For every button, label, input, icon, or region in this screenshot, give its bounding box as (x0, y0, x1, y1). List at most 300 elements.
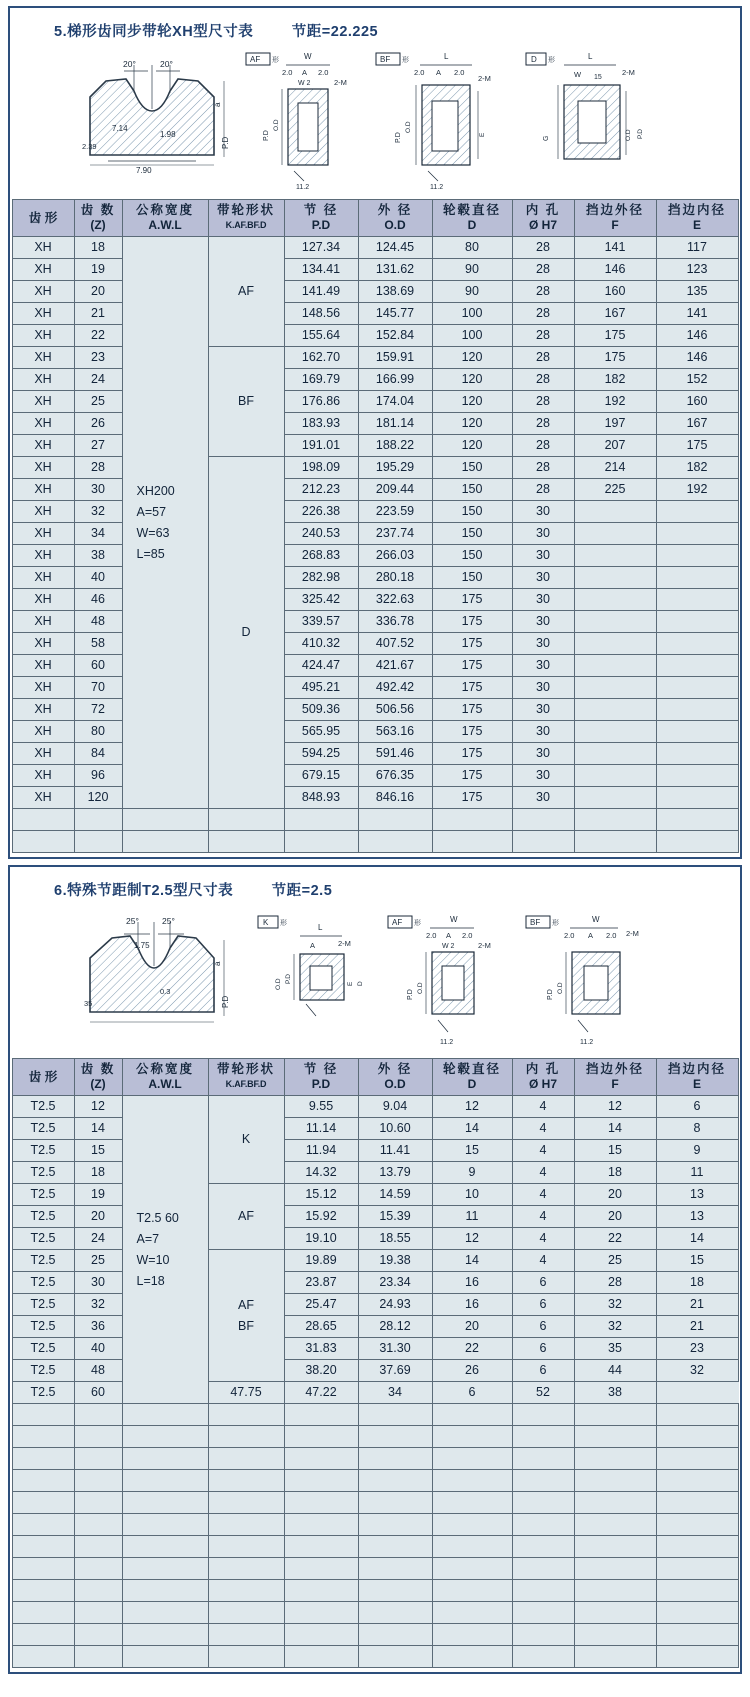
column-header-3: 带轮形状 K.AF.BF.D (208, 200, 284, 237)
cell-empty (208, 831, 284, 853)
cell-empty (284, 1580, 358, 1602)
table-row (12, 1382, 738, 1404)
cell-tooth-type: XH (12, 501, 74, 523)
cell-outside-diameter: 24.93 (358, 1294, 432, 1316)
section-pitch-xh: 节距=22.225 (291, 24, 379, 40)
cell-bore: 28 (512, 347, 574, 369)
cell-tooth-count: 60 (74, 655, 122, 677)
cell-pitch-diameter: 183.93 (284, 413, 358, 435)
cell-empty (656, 1448, 738, 1470)
svg-text:L: L (588, 52, 593, 61)
cell-tooth-count: 96 (74, 765, 122, 787)
cell-hub-diameter: 120 (432, 391, 512, 413)
cell-flange-inner-diameter: 192 (656, 479, 738, 501)
cell-empty (358, 1492, 432, 1514)
cell-nominal-width-spec: XH200 A=57 W=63 L=85 (122, 237, 208, 809)
cell-empty (574, 1558, 656, 1580)
cell-empty (432, 1580, 512, 1602)
cell-hub-diameter: 34 (358, 1382, 432, 1404)
table-row (12, 501, 738, 523)
table-row-empty (12, 1404, 738, 1426)
svg-text:A: A (310, 941, 316, 950)
cell-tooth-count: 58 (74, 633, 122, 655)
cell-empty (574, 1448, 656, 1470)
cell-tooth-type: XH (12, 369, 74, 391)
cell-flange-outer-diameter: 18 (574, 1162, 656, 1184)
svg-text:W: W (450, 915, 458, 924)
cell-pitch-diameter: 31.83 (284, 1338, 358, 1360)
cell-outside-diameter: 209.44 (358, 479, 432, 501)
cell-flange-outer-diameter: 160 (574, 281, 656, 303)
column-header-2: 公称宽度 A.W.L (122, 1059, 208, 1096)
cell-hub-diameter: 150 (432, 479, 512, 501)
svg-text:O.D: O.D (405, 121, 412, 133)
cell-tooth-type: XH (12, 677, 74, 699)
hub-view-d-drawing-xh (518, 45, 668, 195)
svg-text:11.2: 11.2 (580, 1039, 594, 1046)
cell-pitch-diameter: 38.20 (284, 1360, 358, 1382)
svg-text:形: 形 (280, 920, 287, 927)
svg-text:D: D (531, 55, 537, 64)
table-row (12, 589, 738, 611)
cell-empty (512, 1426, 574, 1448)
cell-bore: 4 (512, 1096, 574, 1118)
cell-hub-diameter: 12 (432, 1228, 512, 1250)
cell-flange-outer-diameter: 175 (574, 325, 656, 347)
cell-tooth-count: 27 (74, 435, 122, 457)
table-row-empty (12, 1580, 738, 1602)
cell-hub-diameter: 12 (432, 1096, 512, 1118)
cell-flange-outer-diameter (574, 787, 656, 809)
cell-empty (284, 1404, 358, 1426)
svg-text:2.0: 2.0 (454, 68, 465, 77)
cell-flange-inner-diameter: 146 (656, 347, 738, 369)
cell-empty (358, 831, 432, 853)
cell-tooth-count: 18 (74, 237, 122, 259)
section-title-text: 6.特殊节距制T2.5型尺寸表 (54, 883, 234, 899)
svg-text:形: 形 (414, 920, 421, 927)
cell-empty (358, 1646, 432, 1668)
cell-flange-inner-diameter (656, 765, 738, 787)
cell-empty (208, 1580, 284, 1602)
cell-hub-diameter: 175 (432, 655, 512, 677)
table-row-empty (12, 831, 738, 853)
cell-tooth-count: 25 (74, 391, 122, 413)
cell-hub-diameter: 150 (432, 523, 512, 545)
cell-hub-diameter: 15 (432, 1140, 512, 1162)
cell-empty (656, 1646, 738, 1668)
svg-text:2-M: 2-M (626, 929, 639, 938)
cell-tooth-type: XH (12, 787, 74, 809)
cell-flange-outer-diameter: 146 (574, 259, 656, 281)
cell-empty (208, 1624, 284, 1646)
cell-empty (432, 1558, 512, 1580)
cell-flange-inner-diameter (656, 545, 738, 567)
table-row (12, 1360, 738, 1382)
cell-pitch-diameter: 47.75 (208, 1382, 284, 1404)
cell-tooth-count: 28 (74, 457, 122, 479)
cell-empty (284, 1558, 358, 1580)
cell-tooth-count: 24 (74, 1228, 122, 1250)
cell-outside-diameter: 15.39 (358, 1206, 432, 1228)
cell-bore: 30 (512, 545, 574, 567)
cell-empty (12, 1492, 74, 1514)
cell-tooth-type: T2.5 (12, 1096, 74, 1118)
cell-outside-diameter: 23.34 (358, 1272, 432, 1294)
cell-hub-diameter: 90 (432, 281, 512, 303)
svg-text:2-M: 2-M (622, 68, 635, 77)
cell-empty (358, 1404, 432, 1426)
section-title-xh (10, 14, 740, 43)
cell-bore: 6 (512, 1316, 574, 1338)
cell-empty (574, 809, 656, 831)
cell-bore: 4 (512, 1162, 574, 1184)
table-row-empty (12, 809, 738, 831)
cell-bore: 4 (512, 1206, 574, 1228)
table-row (12, 1162, 738, 1184)
cell-empty (574, 1404, 656, 1426)
cell-flange-inner-diameter: 9 (656, 1140, 738, 1162)
cell-outside-diameter: 322.63 (358, 589, 432, 611)
cell-bore: 28 (512, 457, 574, 479)
table-row (12, 457, 738, 479)
cell-empty (574, 1426, 656, 1448)
cell-bore: 30 (512, 523, 574, 545)
cell-outside-diameter: 181.14 (358, 413, 432, 435)
table-row-empty (12, 1536, 738, 1558)
cell-hub-diameter: 14 (432, 1118, 512, 1140)
cell-tooth-type: T2.5 (12, 1360, 74, 1382)
svg-text:7.14: 7.14 (112, 124, 128, 133)
cell-tooth-type: XH (12, 435, 74, 457)
table-row (12, 325, 738, 347)
cell-outside-diameter: 166.99 (358, 369, 432, 391)
column-header-1: 齿 数 (Z) (74, 200, 122, 237)
cell-tooth-type: XH (12, 457, 74, 479)
column-header-0: 齿 形 (12, 200, 74, 237)
cell-tooth-type: XH (12, 545, 74, 567)
table-header-t25 (12, 1059, 738, 1096)
cell-empty (512, 1448, 574, 1470)
table-row (12, 611, 738, 633)
cell-tooth-count: 48 (74, 1360, 122, 1382)
table-row (12, 237, 738, 259)
cell-empty (122, 1536, 208, 1558)
table-row (12, 1338, 738, 1360)
cell-bore: 4 (512, 1228, 574, 1250)
cell-flange-outer-diameter: 15 (574, 1140, 656, 1162)
svg-text:11.2: 11.2 (440, 1039, 454, 1046)
cell-empty (358, 1624, 432, 1646)
cell-empty (12, 1646, 74, 1668)
cell-empty (656, 831, 738, 853)
cell-tooth-type: XH (12, 325, 74, 347)
cell-hub-diameter: 120 (432, 369, 512, 391)
cell-pitch-diameter: 282.98 (284, 567, 358, 589)
cell-empty (122, 1514, 208, 1536)
cell-hub-diameter: 10 (432, 1184, 512, 1206)
column-header-7: 内 孔 Ø H7 (512, 200, 574, 237)
cell-flange-inner-diameter (656, 721, 738, 743)
cell-flange-outer-diameter (574, 655, 656, 677)
cell-empty (512, 1558, 574, 1580)
svg-text:P.D: P.D (395, 132, 402, 143)
cell-flange-inner-diameter: 21 (656, 1294, 738, 1316)
cell-outside-diameter: 131.62 (358, 259, 432, 281)
cell-tooth-count: 19 (74, 259, 122, 281)
table-header-xh (12, 200, 738, 237)
cell-tooth-count: 14 (74, 1118, 122, 1140)
table-row (12, 1184, 738, 1206)
cell-pitch-diameter: 410.32 (284, 633, 358, 655)
cell-tooth-count: 15 (74, 1140, 122, 1162)
cell-empty (208, 1426, 284, 1448)
cell-flange-inner-diameter: 13 (656, 1206, 738, 1228)
cell-bore: 4 (512, 1250, 574, 1272)
svg-text:E: E (347, 981, 354, 986)
cell-bore: 30 (512, 567, 574, 589)
svg-text:11.2: 11.2 (430, 184, 444, 191)
svg-text:2.0: 2.0 (606, 931, 617, 940)
hub-view-af-drawing-t25 (380, 904, 520, 1054)
table-row (12, 633, 738, 655)
cell-tooth-type: XH (12, 589, 74, 611)
cell-empty (432, 1492, 512, 1514)
cell-empty (284, 1602, 358, 1624)
cell-flange-inner-diameter: 141 (656, 303, 738, 325)
cell-empty (358, 1426, 432, 1448)
cell-hub-diameter: 22 (432, 1338, 512, 1360)
cell-flange-outer-diameter: 25 (574, 1250, 656, 1272)
cell-outside-diameter: 188.22 (358, 435, 432, 457)
cell-empty (284, 831, 358, 853)
cell-pitch-diameter: 23.87 (284, 1272, 358, 1294)
svg-text:15: 15 (594, 74, 602, 81)
cell-tooth-type: T2.5 (12, 1162, 74, 1184)
cell-pitch-diameter: 141.49 (284, 281, 358, 303)
cell-flange-outer-diameter (574, 699, 656, 721)
cell-pitch-diameter: 226.38 (284, 501, 358, 523)
cell-tooth-count: 24 (74, 369, 122, 391)
cell-hub-diameter: 16 (432, 1272, 512, 1294)
svg-text:P.D: P.D (637, 129, 644, 139)
cell-outside-diameter: 591.46 (358, 743, 432, 765)
cell-empty (432, 1426, 512, 1448)
cell-outside-diameter: 174.04 (358, 391, 432, 413)
cell-tooth-type: T2.5 (12, 1382, 74, 1404)
cell-flange-inner-diameter: 15 (656, 1250, 738, 1272)
cell-outside-diameter: 124.45 (358, 237, 432, 259)
cell-hub-diameter: 175 (432, 611, 512, 633)
cell-empty (122, 831, 208, 853)
cell-outside-diameter: 9.04 (358, 1096, 432, 1118)
cell-bore: 4 (512, 1118, 574, 1140)
svg-text:20°: 20° (160, 59, 173, 69)
cell-hub-diameter: 100 (432, 303, 512, 325)
catalog-page (0, 6, 750, 1674)
cell-empty (12, 831, 74, 853)
cell-flange-inner-diameter: 175 (656, 435, 738, 457)
cell-bore: 28 (512, 259, 574, 281)
cell-outside-diameter: 18.55 (358, 1228, 432, 1250)
svg-text:1.75: 1.75 (134, 941, 150, 950)
cell-empty (656, 1492, 738, 1514)
cell-empty (656, 809, 738, 831)
cell-hub-diameter: 150 (432, 567, 512, 589)
cell-empty (358, 1514, 432, 1536)
cell-empty (208, 1558, 284, 1580)
svg-text:7.90: 7.90 (136, 166, 152, 175)
cell-bore: 6 (512, 1360, 574, 1382)
table-row (12, 743, 738, 765)
cell-flange-outer-diameter: 192 (574, 391, 656, 413)
header-row (12, 1059, 738, 1096)
svg-text:2.0: 2.0 (426, 931, 437, 940)
column-header-8: 挡边外径 F (574, 1059, 656, 1096)
cell-empty (74, 1514, 122, 1536)
cell-tooth-type: XH (12, 347, 74, 369)
table-row (12, 1294, 738, 1316)
cell-empty (122, 1448, 208, 1470)
cell-empty (74, 831, 122, 853)
cell-empty (12, 1448, 74, 1470)
spec-table-xh (12, 199, 739, 853)
cell-empty (656, 1536, 738, 1558)
cell-flange-inner-diameter (656, 523, 738, 545)
cell-empty (284, 1624, 358, 1646)
cell-empty (284, 1448, 358, 1470)
table-row (12, 347, 738, 369)
svg-text:K: K (263, 918, 269, 927)
svg-text:O.D: O.D (557, 982, 564, 994)
cell-flange-inner-diameter: 13 (656, 1184, 738, 1206)
column-header-5: 外 径 O.D (358, 200, 432, 237)
cell-hub-diameter: 26 (432, 1360, 512, 1382)
cell-flange-inner-diameter (656, 501, 738, 523)
cell-empty (358, 809, 432, 831)
cell-empty (574, 1646, 656, 1668)
cell-flange-inner-diameter (656, 567, 738, 589)
cell-tooth-count: 30 (74, 1272, 122, 1294)
cell-flange-inner-diameter: 14 (656, 1228, 738, 1250)
cell-tooth-count: 40 (74, 1338, 122, 1360)
cell-flange-inner-diameter (656, 589, 738, 611)
cell-pitch-diameter: 15.12 (284, 1184, 358, 1206)
cell-empty (122, 1624, 208, 1646)
cell-empty (512, 831, 574, 853)
cell-outside-diameter: 47.22 (284, 1382, 358, 1404)
cell-empty (574, 831, 656, 853)
cell-bore: 30 (512, 501, 574, 523)
cell-hub-diameter: 11 (432, 1206, 512, 1228)
cell-pitch-diameter: 848.93 (284, 787, 358, 809)
cell-tooth-type: XH (12, 611, 74, 633)
cell-tooth-count: 40 (74, 567, 122, 589)
table-row-empty (12, 1448, 738, 1470)
cell-bore: 30 (512, 655, 574, 677)
cell-empty (284, 1492, 358, 1514)
cell-empty (208, 1448, 284, 1470)
cell-empty (74, 1470, 122, 1492)
cell-empty (656, 1426, 738, 1448)
cell-outside-diameter: 237.74 (358, 523, 432, 545)
svg-text:2-M: 2-M (478, 74, 491, 83)
cell-hub-diameter: 120 (432, 435, 512, 457)
cell-flange-inner-diameter: 21 (656, 1316, 738, 1338)
cell-flange-inner-diameter: 11 (656, 1162, 738, 1184)
cell-flange-inner-diameter: 135 (656, 281, 738, 303)
cell-pitch-diameter: 155.64 (284, 325, 358, 347)
table-row (12, 1272, 738, 1294)
cell-tooth-count: 120 (74, 787, 122, 809)
svg-text:2.0: 2.0 (462, 931, 473, 940)
svg-text:形: 形 (272, 57, 279, 64)
svg-text:O.D: O.D (273, 119, 280, 131)
cell-pitch-diameter: 509.36 (284, 699, 358, 721)
cell-flange-outer-diameter: 207 (574, 435, 656, 457)
svg-text:25°: 25° (126, 916, 139, 926)
svg-text:形: 形 (552, 920, 559, 927)
svg-text:A: A (446, 931, 452, 940)
cell-flange-outer-diameter: 175 (574, 347, 656, 369)
svg-text:2.0: 2.0 (282, 68, 293, 77)
svg-text:2.0: 2.0 (564, 931, 575, 940)
cell-hub-diameter: 80 (432, 237, 512, 259)
cell-empty (74, 1536, 122, 1558)
cell-empty (12, 1404, 74, 1426)
cell-hub-diameter: 16 (432, 1294, 512, 1316)
cell-tooth-type: T2.5 (12, 1140, 74, 1162)
table-row (12, 1316, 738, 1338)
cell-empty (512, 1602, 574, 1624)
cell-empty (12, 1602, 74, 1624)
svg-text:P.D: P.D (407, 989, 414, 1000)
cell-tooth-count: 23 (74, 347, 122, 369)
cell-empty (512, 1624, 574, 1646)
svg-text:形: 形 (402, 57, 409, 64)
cell-hub-diameter: 175 (432, 743, 512, 765)
cell-pitch-diameter: 15.92 (284, 1206, 358, 1228)
cell-outside-diameter: 336.78 (358, 611, 432, 633)
cell-tooth-count: 48 (74, 611, 122, 633)
svg-text:20°: 20° (123, 59, 136, 69)
cell-tooth-type: XH (12, 765, 74, 787)
cell-flange-outer-diameter: 12 (574, 1096, 656, 1118)
cell-flange-outer-diameter: 182 (574, 369, 656, 391)
cell-pulley-shape: K (208, 1096, 284, 1184)
cell-empty (122, 1470, 208, 1492)
cell-empty (656, 1514, 738, 1536)
cell-empty (12, 1514, 74, 1536)
section-pitch-t25: 节距=2.5 (271, 883, 333, 899)
table-row-empty (12, 1624, 738, 1646)
cell-empty (284, 1514, 358, 1536)
cell-outside-diameter: 28.12 (358, 1316, 432, 1338)
cell-tooth-count: 80 (74, 721, 122, 743)
section-title-t25 (10, 873, 740, 902)
cell-empty (284, 1470, 358, 1492)
cell-tooth-count: 21 (74, 303, 122, 325)
cell-empty (284, 1426, 358, 1448)
cell-pitch-diameter: 325.42 (284, 589, 358, 611)
cell-tooth-type: XH (12, 413, 74, 435)
cell-flange-outer-diameter: 22 (574, 1228, 656, 1250)
cell-flange-outer-diameter (574, 523, 656, 545)
cell-pitch-diameter: 11.94 (284, 1140, 358, 1162)
svg-text:P.D: P.D (221, 136, 230, 149)
cell-tooth-type: XH (12, 237, 74, 259)
cell-bore: 4 (512, 1140, 574, 1162)
